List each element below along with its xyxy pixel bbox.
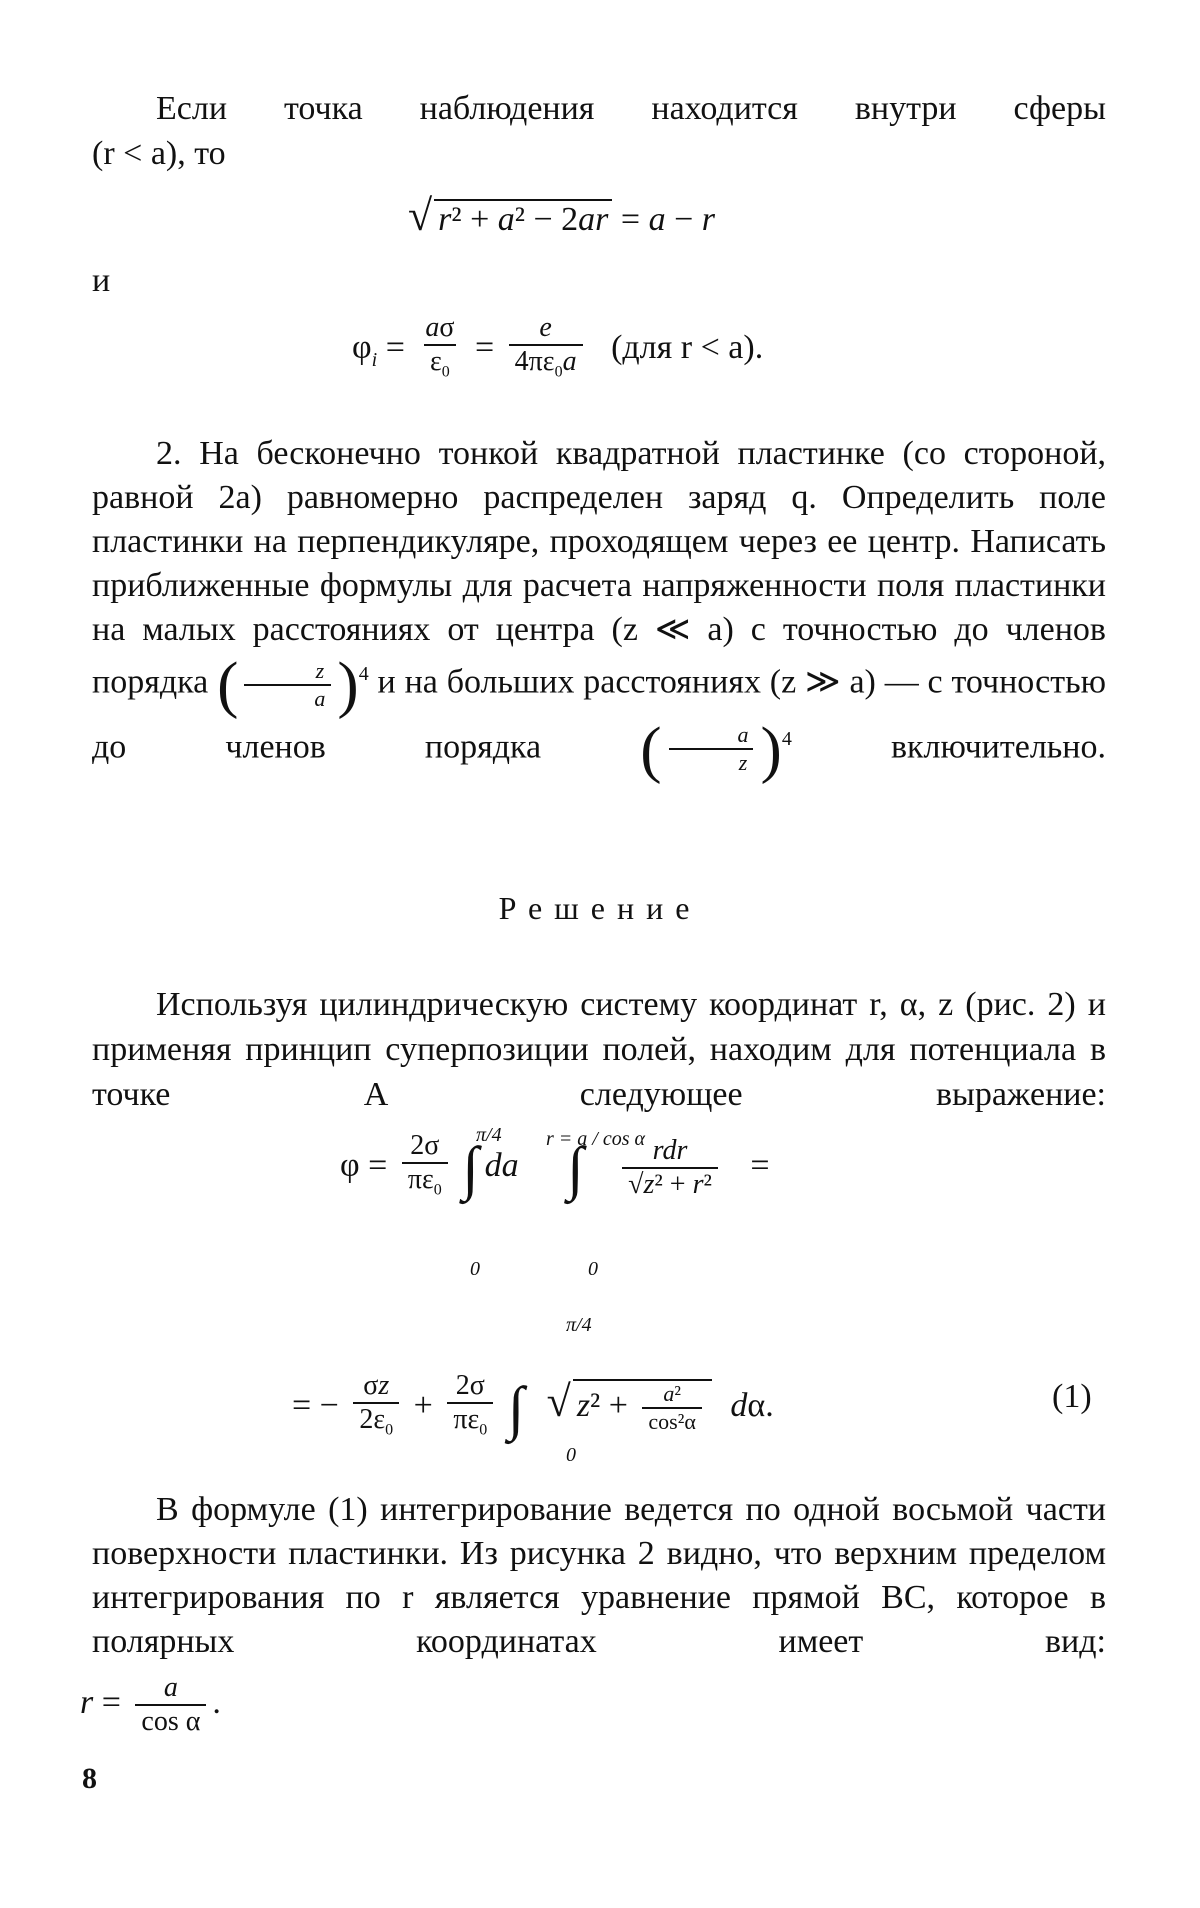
- lower-limit-0: 0: [470, 1258, 480, 1280]
- page-number: 8: [82, 1762, 97, 1795]
- word-and-line: [92, 258, 1106, 303]
- paragraph-2: 2. На бесконечно тонкой квадратной пластинке (со стороной, равной 2a) равномерно распределен заряд q. Определить поле пластинки на перпендикуляре, проходящем через ее центр. Написать приближенные формулы для расчета напряженности поля пластинки на малых расстояниях от центра (z ≪ a) с точностью до членов порядка ( $\frac{z}{a}$ )$^4$ и на больших расстояниях (z ≫ a) — с точностью до членов порядка ( $\frac{a}{z}$ )$^4$ включительно.: [92, 435, 1107, 785]
- equation-phi-line-2: = − $\frac{\sigma z}{2\varepsilon_0}$ + $\frac{2\sigma}{\pi\varepsilon_0}$ ∫ √ z² + $\frac{\text{a²}}{\text{cos²α}}$ dα.: [292, 1370, 774, 1447]
- problem-number: 2.: [156, 435, 182, 472]
- problem-text: На бесконечно тонкой квадратной пластинке (со стороной, равной 2a) равномерно распределен заряд q. Определить поле пластинки на перпендикуляре, проходящем через ее центр. Написать приближенные формулы для расчета напряженности поля пластинки на малых расстояниях от центра (z ≪ a) с точностью до членов порядка: [92, 435, 1107, 701]
- lower-limit-0-c: 0: [566, 1444, 576, 1466]
- lower-limit-0-b: 0: [588, 1258, 598, 1280]
- integration-text: В формуле (1) интегрирование ведется по одной восьмой части поверхности пластинки. Из рисунка 2 видно, что верхним пределом интегрирования по r является уравнение прямой BC, которое в полярных координатах имеет вид:: [92, 1491, 1106, 1660]
- paragraph-4: [92, 1488, 1106, 1664]
- solution-text: Используя цилиндрическую систему координат r, α, z (рис. 2) и применяя принцип суперпозиции полей, находим для потенциала в точке A следующее выражение:: [92, 986, 1106, 1113]
- problem-text-end: включительно.: [890, 727, 1106, 765]
- upper-limit-a-cos: r = a / cos α: [546, 1128, 645, 1150]
- upper-limit-pi-4: π/4: [476, 1124, 502, 1146]
- equation-sqrt: √ r² + a² − 2ar = a − r: [408, 191, 715, 240]
- upper-limit-pi-4-b: π/4: [566, 1314, 592, 1336]
- equation-condition: (для r < a).: [611, 329, 764, 367]
- paragraph-1: [92, 86, 1106, 131]
- equation-phi-i: $\varphi_i$ = $\frac{a\sigma}{\varepsilon_0}$ = $\frac{e}{4\pi\varepsilon_0a}$ (для r < a).: [352, 312, 763, 389]
- equation-r: r = $\frac{a}{\text{cos α}}$ .: [80, 1672, 221, 1737]
- paragraph-3: [92, 982, 1106, 1117]
- paragraph-1-line-1: Если точка наблюдения находится внутри сферы: [156, 90, 1106, 127]
- condition-r-less-a: (r < a),: [92, 135, 186, 172]
- word-and: и: [92, 262, 111, 299]
- equation-phi-line-1: φ = $\frac{2\sigma}{\pi\varepsilon_0}$ ∫ da ∫ $\frac{\text{rdr}}{\text{√z² + r²}}$ =: [340, 1130, 770, 1207]
- paragraph-1-cont: [92, 131, 1106, 176]
- equation-number: (1): [1052, 1378, 1092, 1415]
- problem-text-mid: и на больших расстояниях (z ≫ a) — с точностью до членов порядка: [92, 663, 1107, 765]
- word-to: то: [194, 135, 226, 172]
- section-heading: Решение: [498, 890, 702, 926]
